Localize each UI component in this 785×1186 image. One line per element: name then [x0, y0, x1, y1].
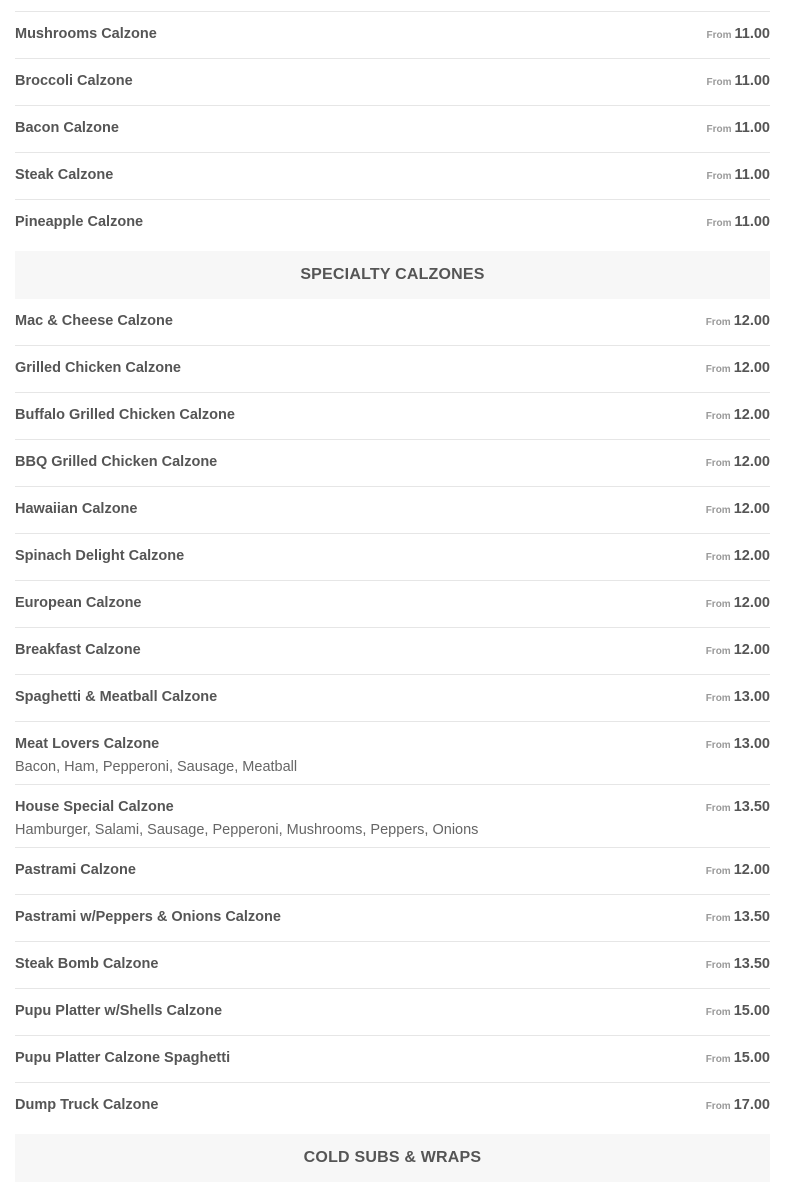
price-from-label: From [705, 317, 731, 328]
price-from-label: From [706, 218, 732, 229]
price-from-label: From [706, 171, 732, 182]
price-amount: 12.00 [733, 642, 770, 658]
price-amount: 12.00 [733, 862, 770, 878]
menu-item-price [706, 955, 770, 975]
menu-item-price [706, 312, 770, 332]
price-amount: 15.00 [733, 1050, 770, 1066]
price-amount: 13.50 [733, 909, 770, 925]
menu-item-name: Mac & Cheese Calzone [15, 313, 173, 329]
price-from-label: From [705, 803, 731, 814]
price-amount: 11.00 [734, 73, 770, 89]
price-amount: 12.00 [733, 595, 770, 611]
menu-item-name: Pineapple Calzone [15, 214, 144, 230]
menu-item[interactable] [15, 12, 770, 59]
menu-item-name: Buffalo Grilled Chicken Calzone [15, 407, 235, 423]
price-amount: 11.00 [734, 120, 770, 136]
menu-item-name: Grilled Chicken Calzone [15, 360, 181, 376]
menu-item-name: House Special Calzone [15, 799, 174, 815]
price-from-label: From [705, 960, 731, 971]
menu-item-price [707, 72, 771, 92]
price-amount: 13.50 [733, 956, 770, 972]
menu-item[interactable] [15, 59, 770, 106]
menu-item-price [706, 861, 770, 881]
menu-item-name: Pastrami w/Peppers & Onions Calzone [15, 909, 281, 925]
menu-item[interactable] [15, 942, 770, 989]
price-from-label: From [706, 30, 732, 41]
menu-item-price [706, 406, 770, 426]
menu-item[interactable] [15, 675, 770, 722]
menu-item-price [706, 1049, 770, 1069]
menu-item-price [706, 500, 770, 520]
menu-item[interactable] [15, 628, 770, 675]
menu-item-name: Meat Lovers Calzone [15, 736, 160, 752]
price-from-label: From [705, 740, 731, 751]
price-amount: 12.00 [733, 360, 770, 376]
price-from-label: From [705, 1007, 731, 1018]
menu-item[interactable] [15, 106, 770, 153]
price-amount: 11.00 [734, 167, 770, 183]
price-from-label: From [705, 364, 731, 375]
price-from-label: From [705, 913, 731, 924]
menu-item[interactable] [15, 487, 770, 534]
menu-item-price [707, 166, 771, 186]
menu-item[interactable] [15, 299, 770, 346]
menu-item-name: Mushrooms Calzone [15, 26, 157, 42]
menu-item-description: Hamburger, Salami, Sausage, Pepperoni, Mushrooms, Peppers, Onions [15, 822, 479, 838]
menu-item-name: Breakfast Calzone [15, 642, 141, 658]
price-from-label: From [705, 646, 731, 657]
menu-item[interactable] [15, 200, 770, 247]
price-amount: 12.00 [733, 548, 770, 564]
menu-item-price [707, 119, 771, 139]
price-amount: 11.00 [734, 214, 770, 230]
menu-item[interactable] [15, 989, 770, 1036]
menu-item[interactable] [15, 722, 770, 785]
section-header: SPECIALTY CALZONES [15, 251, 770, 299]
menu-item-price [706, 641, 770, 661]
price-from-label: From [705, 552, 731, 563]
menu-item-name: Pupu Platter w/Shells Calzone [15, 1003, 223, 1019]
menu-item-price [706, 453, 770, 473]
menu-item[interactable] [15, 153, 770, 200]
menu-item-price [707, 25, 771, 45]
menu-item-name: Hawaiian Calzone [15, 501, 138, 517]
price-amount: 12.00 [733, 313, 770, 329]
price-from-label: From [705, 458, 731, 469]
menu-item[interactable] [15, 848, 770, 895]
price-amount: 15.00 [733, 1003, 770, 1019]
menu-item-price [706, 547, 770, 567]
menu-item-price [707, 213, 771, 233]
price-from-label: From [705, 505, 731, 516]
menu-item[interactable] [15, 1036, 770, 1083]
menu-item-name: Pastrami Calzone [15, 862, 136, 878]
menu-item[interactable] [15, 785, 770, 848]
menu-item[interactable] [15, 393, 770, 440]
menu-item-price [706, 735, 770, 755]
price-from-label: From [706, 77, 732, 88]
price-amount: 12.00 [733, 454, 770, 470]
menu-item-price [706, 594, 770, 614]
menu-item-price [706, 908, 770, 928]
menu-groups [15, 12, 770, 1182]
menu-item-description: Bacon, Ham, Pepperoni, Sausage, Meatball [15, 759, 298, 775]
price-amount: 13.00 [733, 736, 770, 752]
price-from-label: From [705, 599, 731, 610]
menu-item-price [706, 1096, 770, 1116]
menu-item-price [706, 798, 770, 818]
menu-item-name: European Calzone [15, 595, 142, 611]
menu-item[interactable] [15, 534, 770, 581]
menu-item-price [706, 359, 770, 379]
menu-item-name: Pupu Platter Calzone Spaghetti [15, 1050, 231, 1066]
menu-item-price [706, 688, 770, 708]
price-amount: 12.00 [733, 501, 770, 517]
price-from-label: From [705, 693, 731, 704]
price-from-label: From [706, 124, 732, 135]
divider [15, 0, 770, 12]
menu-item-name: Spaghetti & Meatball Calzone [15, 689, 218, 705]
section-header: COLD SUBS & WRAPS [15, 1134, 770, 1182]
menu-item-price [706, 1002, 770, 1022]
price-from-label: From [705, 1054, 731, 1065]
menu-item-name: Steak Calzone [15, 167, 114, 183]
price-amount: 13.50 [733, 799, 770, 815]
menu-item[interactable] [15, 1083, 770, 1130]
price-amount: 12.00 [733, 407, 770, 423]
price-amount: 13.00 [733, 689, 770, 705]
price-amount: 17.00 [733, 1097, 770, 1113]
menu-item-name: Spinach Delight Calzone [15, 548, 185, 564]
menu-item[interactable] [15, 346, 770, 393]
menu-item[interactable] [15, 895, 770, 942]
menu-item[interactable] [15, 440, 770, 487]
menu-item[interactable] [15, 581, 770, 628]
price-amount: 11.00 [734, 26, 770, 42]
menu-item-name: Bacon Calzone [15, 120, 119, 136]
menu-item-name: BBQ Grilled Chicken Calzone [15, 454, 218, 470]
menu-item-name: Steak Bomb Calzone [15, 956, 159, 972]
menu-list [15, 0, 770, 1182]
price-from-label: From [705, 411, 731, 422]
menu-item-name: Broccoli Calzone [15, 73, 133, 89]
price-from-label: From [705, 1101, 731, 1112]
price-from-label: From [705, 866, 731, 877]
menu-item-name: Dump Truck Calzone [15, 1097, 159, 1113]
